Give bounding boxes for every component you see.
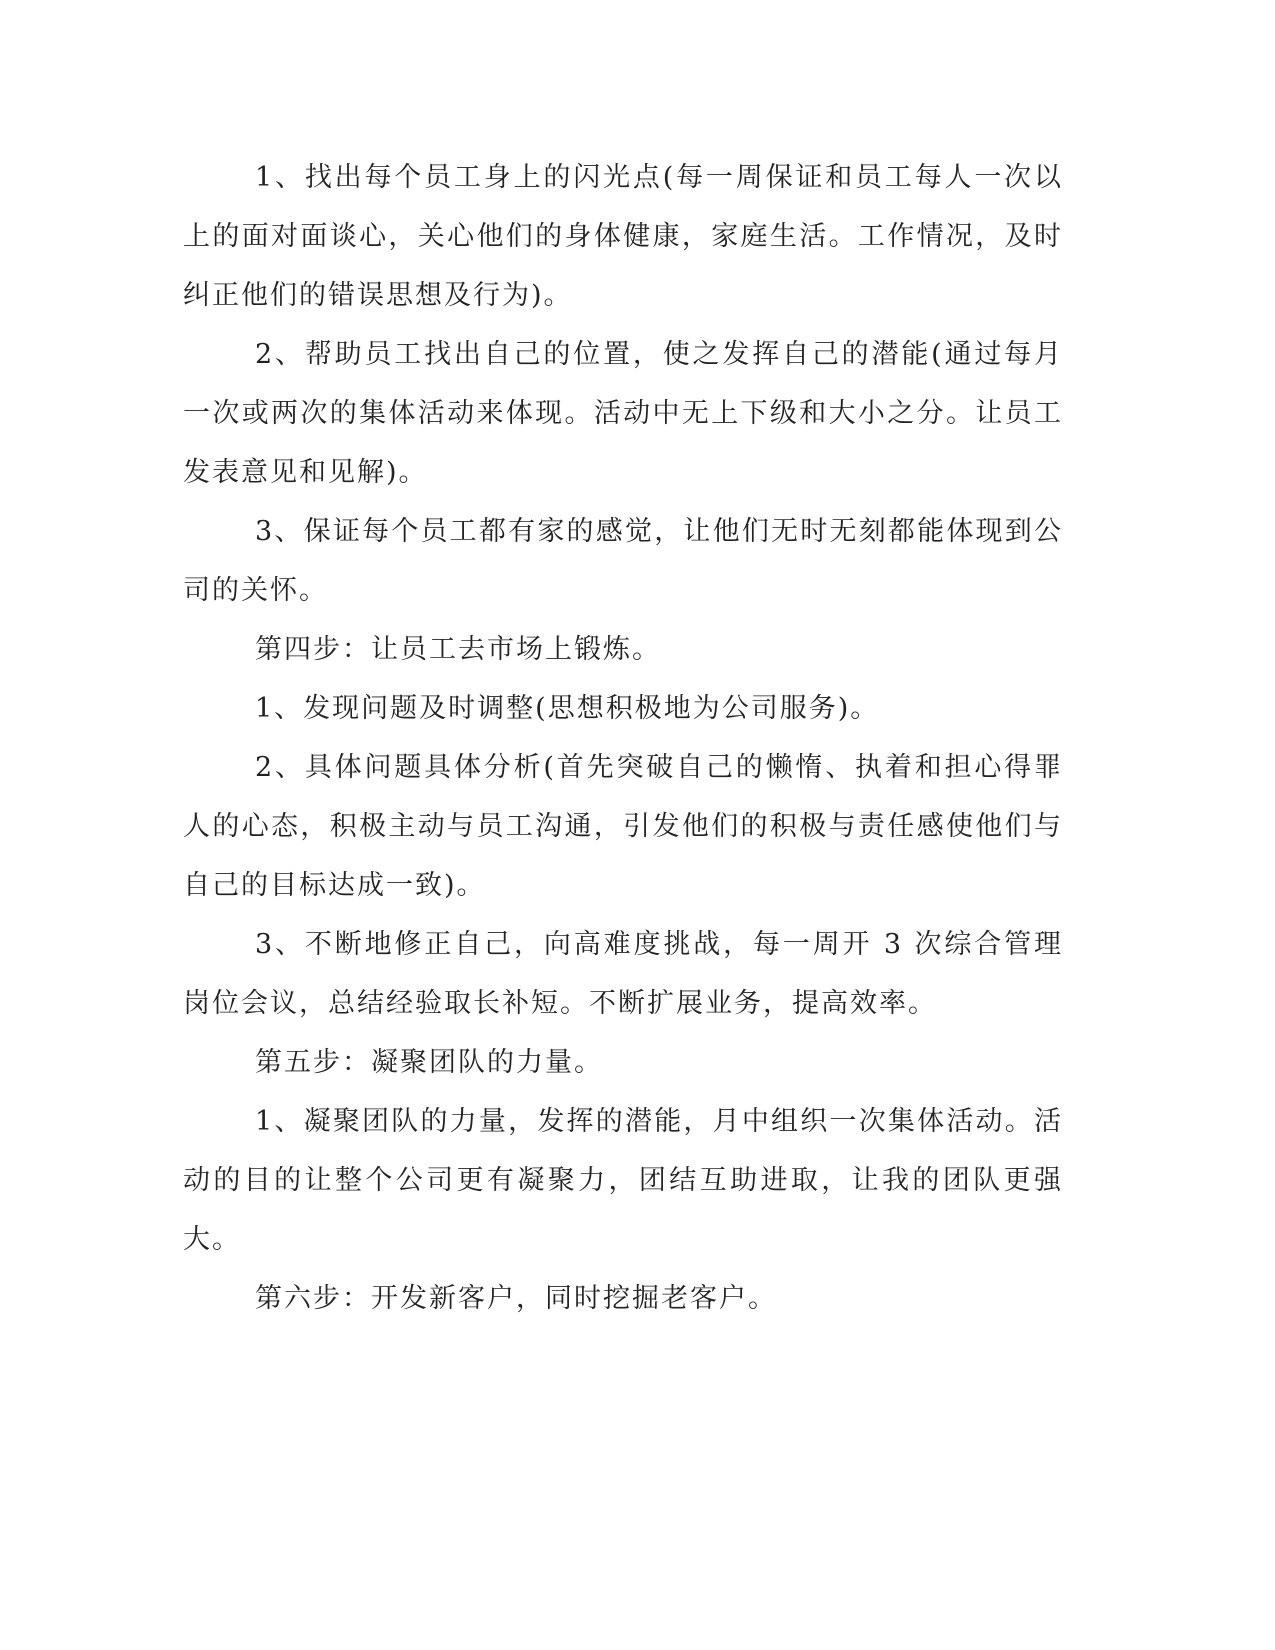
document-body	[183, 148, 1063, 1328]
step-six-heading: 第六步：开发新客户，同时挖掘老客户。	[255, 1283, 777, 1314]
paragraph-7: 3、不断地修正自己，向高难度挑战，每一周开 3 次综合管理岗位会议，总结经验取长补短。不断扩展业务，提高效率。	[183, 929, 1063, 1019]
paragraph-5: 1、发现问题及时调整(思想积极地为公司服务)。	[255, 693, 880, 724]
step-four-heading: 第四步：让员工去市场上锻炼。	[255, 634, 661, 665]
paragraph-6: 2、具体问题具体分析(首先突破自己的懒惰、执着和担心得罪人的心态，积极主动与员工沟通，引发他们的积极与责任感使他们与自己的目标达成一致)。	[183, 752, 1063, 901]
paragraph-9: 1、凝聚团队的力量，发挥的潜能，月中组织一次集体活动。活动的目的让整个公司更有凝聚力，团结互助进取，让我的团队更强大。	[183, 1106, 1063, 1255]
paragraph-2: 2、帮助员工找出自己的位置，使之发挥自己的潜能(通过每月一次或两次的集体活动来体现。活动中无上下级和大小之分。让员工发表意见和见解)。	[183, 339, 1063, 488]
step-five-heading: 第五步：凝聚团队的力量。	[255, 1047, 603, 1078]
paragraph-3: 3、保证每个员工都有家的感觉，让他们无时无刻都能体现到公司的关怀。	[183, 516, 1063, 606]
paragraph-1: 1、找出每个员工身上的闪光点(每一周保证和员工每人一次以上的面对面谈心，关心他们的身体健康，家庭生活。工作情况，及时纠正他们的错误思想及行为)。	[183, 162, 1063, 311]
